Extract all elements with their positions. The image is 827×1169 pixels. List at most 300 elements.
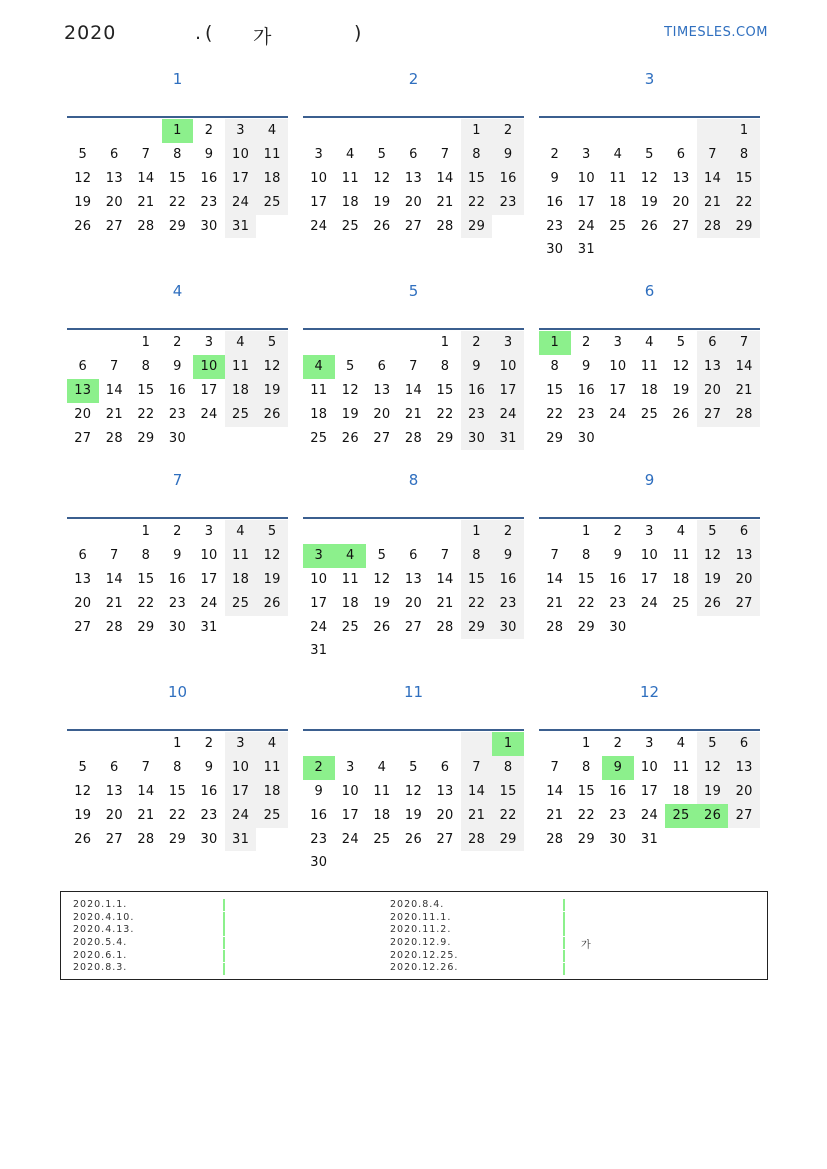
day-cell: 23: [310, 831, 328, 847]
day-cell: 24: [225, 804, 257, 828]
holiday-day-cell: 10: [193, 355, 225, 379]
day-cell: 23: [461, 403, 493, 427]
day-cell: 8: [461, 143, 493, 167]
day-cell: 27: [373, 430, 391, 446]
month-days: [67, 520, 288, 639]
empty-cell: [366, 119, 398, 143]
day-cell: 17: [225, 780, 257, 804]
empty-cell: [335, 331, 367, 355]
day-cell: 24: [200, 595, 218, 611]
day-cell: 1: [141, 335, 151, 350]
day-cell: 2: [492, 119, 524, 143]
day-cell: 17: [341, 807, 359, 823]
day-cell: 23: [168, 595, 187, 611]
day-cell: 11: [341, 571, 359, 587]
day-cell: 16: [168, 382, 187, 398]
legend-marker: [223, 924, 225, 936]
month-days: [67, 119, 288, 238]
day-cell: 12: [640, 170, 659, 186]
day-cell: 20: [105, 194, 123, 210]
empty-cell: [539, 732, 571, 756]
day-cell: 3: [225, 732, 257, 756]
day-cell: 25: [225, 403, 257, 427]
empty-cell: [303, 732, 335, 756]
day-cell: 9: [204, 146, 214, 162]
day-cell: 31: [200, 619, 218, 635]
day-cell: 7: [550, 547, 560, 563]
month-divider: [303, 517, 524, 519]
day-cell: 21: [105, 406, 123, 422]
day-cell: 9: [492, 544, 524, 568]
empty-cell: [366, 520, 398, 544]
day-cell: 5: [697, 520, 729, 544]
empty-cell: [634, 119, 666, 143]
day-cell: 30: [609, 619, 627, 635]
title-country: 가: [253, 26, 272, 48]
day-cell: 21: [436, 595, 454, 611]
day-cell: 23: [492, 191, 524, 215]
day-cell: 10: [225, 143, 257, 167]
brand-link[interactable]: TIMESLES.COM: [664, 25, 768, 40]
day-cell: 27: [728, 804, 760, 828]
day-cell: 18: [640, 382, 659, 398]
day-cell: 4: [256, 732, 288, 756]
day-cell: 12: [404, 783, 423, 799]
day-cell: 2: [582, 335, 591, 350]
day-cell: 20: [74, 406, 92, 422]
page-header: [64, 20, 768, 48]
day-cell: 26: [672, 406, 690, 422]
empty-cell: [602, 119, 634, 143]
day-cell: 13: [728, 756, 760, 780]
day-cell: 25: [225, 592, 257, 616]
day-cell: 28: [105, 619, 123, 635]
day-cell: 17: [225, 167, 257, 191]
day-cell: 11: [672, 547, 690, 563]
legend-date: 2020.12.9.: [390, 937, 452, 949]
day-cell: 11: [341, 170, 359, 186]
day-cell: 9: [492, 143, 524, 167]
day-cell: 10: [225, 756, 257, 780]
day-cell: 10: [310, 571, 328, 587]
day-cell: 17: [492, 379, 524, 403]
day-cell: 14: [404, 382, 423, 398]
day-cell: 11: [310, 382, 328, 398]
day-cell: 17: [640, 783, 659, 799]
holiday-day-cell: 4: [303, 355, 335, 379]
legend-marker: [563, 950, 565, 962]
day-cell: 10: [200, 547, 218, 563]
day-cell: 26: [404, 831, 423, 847]
day-cell: 17: [577, 194, 595, 210]
day-cell: 13: [436, 783, 454, 799]
empty-cell: [429, 520, 461, 544]
legend-marker: [563, 899, 565, 911]
day-cell: 17: [310, 595, 328, 611]
day-cell: 26: [373, 619, 391, 635]
day-cell: 29: [168, 831, 187, 847]
day-cell: 21: [137, 194, 155, 210]
legend-marker: [563, 937, 565, 949]
day-cell: 15: [436, 382, 454, 398]
day-cell: 10: [640, 547, 659, 563]
day-cell: 30: [310, 855, 328, 871]
day-cell: 12: [256, 544, 288, 568]
empty-cell: [398, 119, 430, 143]
day-cell: 12: [697, 756, 729, 780]
day-cell: 20: [105, 807, 123, 823]
day-cell: 29: [168, 218, 187, 234]
day-cell: 7: [409, 358, 418, 374]
day-cell: 10: [609, 358, 627, 374]
day-cell: 18: [341, 194, 359, 210]
day-cell: 28: [105, 430, 123, 446]
day-cell: 11: [640, 358, 659, 374]
day-cell: 30: [546, 242, 564, 258]
day-cell: 28: [436, 619, 454, 635]
legend-holiday-name: 가: [581, 940, 591, 952]
empty-cell: [335, 119, 367, 143]
day-cell: 21: [546, 807, 564, 823]
day-cell: 11: [225, 355, 257, 379]
day-cell: 9: [173, 358, 182, 374]
day-cell: 29: [577, 619, 595, 635]
day-cell: 29: [461, 215, 493, 239]
day-cell: 11: [672, 759, 690, 775]
day-cell: 31: [640, 831, 659, 847]
day-cell: 21: [404, 406, 423, 422]
day-cell: 5: [377, 146, 387, 162]
day-cell: 23: [200, 807, 218, 823]
day-cell: 7: [110, 358, 119, 374]
day-cell: 11: [256, 756, 288, 780]
day-cell: 31: [492, 427, 524, 451]
empty-cell: [697, 119, 729, 143]
day-cell: 6: [728, 732, 760, 756]
day-cell: 13: [74, 571, 92, 587]
empty-cell: [429, 119, 461, 143]
day-cell: 22: [577, 595, 595, 611]
day-cell: 22: [461, 592, 493, 616]
day-cell: 2: [173, 335, 182, 350]
day-cell: 7: [461, 756, 493, 780]
day-cell: 15: [461, 568, 493, 592]
day-cell: 14: [697, 167, 729, 191]
month-title: 12: [639, 683, 660, 701]
day-cell: 3: [492, 331, 524, 355]
day-cell: 15: [168, 783, 187, 799]
day-cell: 31: [577, 242, 595, 258]
day-cell: 3: [314, 146, 324, 162]
day-cell: 9: [550, 170, 560, 186]
day-cell: 1: [461, 520, 493, 544]
day-cell: 15: [577, 783, 595, 799]
day-cell: 30: [200, 831, 218, 847]
day-cell: 24: [577, 218, 595, 234]
day-cell: 27: [436, 831, 454, 847]
day-cell: 18: [225, 379, 257, 403]
empty-cell: [665, 119, 697, 143]
day-cell: 25: [310, 430, 328, 446]
day-cell: 18: [373, 807, 391, 823]
day-cell: 6: [377, 358, 387, 374]
day-cell: 19: [697, 780, 729, 804]
day-cell: 17: [640, 571, 659, 587]
day-cell: 27: [105, 218, 123, 234]
day-cell: 14: [461, 780, 493, 804]
day-cell: 20: [436, 807, 454, 823]
title-paren-open: (: [205, 22, 213, 44]
day-cell: 19: [640, 194, 659, 210]
day-cell: 5: [409, 759, 418, 775]
month-title: 5: [408, 282, 419, 300]
day-cell: 14: [546, 783, 564, 799]
day-cell: 5: [78, 146, 88, 162]
day-cell: 19: [404, 807, 423, 823]
empty-cell: [429, 732, 461, 756]
day-cell: 1: [141, 524, 151, 539]
day-cell: 15: [137, 571, 155, 587]
day-cell: 29: [492, 828, 524, 852]
day-cell: 28: [137, 831, 155, 847]
day-cell: 24: [310, 619, 328, 635]
legend-date: 2020.5.4.: [73, 937, 128, 949]
day-cell: 6: [697, 331, 729, 355]
day-cell: 8: [461, 544, 493, 568]
month-days: [539, 520, 760, 639]
day-cell: 7: [110, 547, 119, 563]
day-cell: 2: [204, 736, 214, 751]
day-cell: 2: [550, 146, 560, 162]
day-cell: 14: [137, 170, 155, 186]
day-cell: 7: [141, 146, 151, 162]
day-cell: 3: [613, 335, 623, 350]
day-cell: 7: [550, 759, 560, 775]
day-cell: 26: [256, 592, 288, 616]
day-cell: 10: [310, 170, 328, 186]
day-cell: 5: [377, 547, 387, 563]
day-cell: 18: [341, 595, 359, 611]
day-cell: 11: [256, 143, 288, 167]
day-cell: 17: [200, 571, 218, 587]
month-divider: [303, 729, 524, 731]
day-cell: 10: [640, 759, 659, 775]
day-cell: 4: [225, 520, 257, 544]
day-cell: 23: [200, 194, 218, 210]
day-cell: 1: [173, 736, 182, 751]
day-cell: 30: [168, 430, 187, 446]
day-cell: 21: [436, 194, 454, 210]
empty-cell: [539, 520, 571, 544]
day-cell: 21: [105, 595, 123, 611]
day-cell: 20: [373, 406, 391, 422]
empty-cell: [67, 119, 99, 143]
day-cell: 16: [577, 382, 595, 398]
day-cell: 25: [609, 218, 627, 234]
day-cell: 12: [697, 544, 729, 568]
day-cell: 7: [440, 146, 450, 162]
day-cell: 15: [461, 167, 493, 191]
day-cell: 23: [609, 807, 627, 823]
day-cell: 31: [225, 828, 257, 852]
day-cell: 29: [137, 619, 155, 635]
legend-column-right: [390, 899, 458, 975]
day-cell: 16: [200, 783, 218, 799]
day-cell: 24: [640, 807, 659, 823]
day-cell: 14: [137, 783, 155, 799]
day-cell: 20: [74, 595, 92, 611]
day-cell: 12: [256, 355, 288, 379]
legend-column-left: [73, 899, 134, 975]
month-title: 3: [644, 70, 655, 88]
legend-date: 2020.1.1.: [73, 899, 128, 910]
legend-marker: [223, 937, 225, 949]
day-cell: 6: [409, 146, 418, 162]
title-paren-close: ): [354, 22, 362, 44]
day-cell: 3: [204, 335, 214, 350]
month-divider: [539, 328, 760, 330]
day-cell: 13: [373, 382, 391, 398]
day-cell: 9: [582, 358, 591, 374]
month-divider: [67, 517, 288, 519]
holiday-day-cell: 1: [492, 732, 524, 756]
day-cell: 13: [728, 544, 760, 568]
day-cell: 4: [225, 331, 257, 355]
day-cell: 5: [697, 732, 729, 756]
holiday-day-cell: 13: [67, 379, 99, 403]
day-cell: 28: [728, 403, 760, 427]
day-cell: 9: [314, 783, 324, 799]
day-cell: 23: [492, 592, 524, 616]
month-title: 10: [167, 683, 188, 701]
day-cell: 29: [577, 831, 595, 847]
day-cell: 26: [640, 218, 659, 234]
day-cell: 1: [728, 119, 760, 143]
day-cell: 24: [200, 406, 218, 422]
day-cell: 22: [461, 191, 493, 215]
month-divider: [67, 328, 288, 330]
day-cell: 28: [697, 215, 729, 239]
legend-marker: [223, 899, 225, 911]
day-cell: 22: [168, 194, 187, 210]
day-cell: 6: [676, 146, 686, 162]
holiday-day-cell: 9: [602, 756, 634, 780]
empty-cell: [67, 331, 99, 355]
day-cell: 29: [461, 616, 493, 640]
day-cell: 6: [110, 146, 119, 162]
day-cell: 19: [256, 568, 288, 592]
day-cell: 11: [373, 783, 391, 799]
day-cell: 19: [697, 568, 729, 592]
day-cell: 8: [728, 143, 760, 167]
empty-cell: [398, 520, 430, 544]
day-cell: 28: [461, 828, 493, 852]
day-cell: 12: [373, 571, 391, 587]
day-cell: 21: [728, 379, 760, 403]
day-cell: 29: [728, 215, 760, 239]
day-cell: 14: [105, 571, 123, 587]
holiday-day-cell: 26: [697, 804, 729, 828]
day-cell: 4: [377, 759, 387, 775]
empty-cell: [335, 520, 367, 544]
empty-cell: [67, 732, 99, 756]
day-cell: 8: [582, 547, 591, 563]
day-cell: 30: [461, 427, 493, 451]
day-cell: 7: [697, 143, 729, 167]
day-cell: 25: [341, 218, 359, 234]
day-cell: 11: [225, 544, 257, 568]
day-cell: 15: [577, 571, 595, 587]
day-cell: 3: [204, 524, 214, 539]
day-cell: 9: [173, 547, 182, 563]
day-cell: 8: [173, 146, 182, 162]
day-cell: 20: [728, 780, 760, 804]
day-cell: 28: [436, 218, 454, 234]
day-cell: 5: [676, 335, 686, 350]
empty-cell: [130, 732, 162, 756]
day-cell: 29: [436, 430, 454, 446]
day-cell: 19: [74, 807, 92, 823]
day-cell: 22: [168, 807, 187, 823]
day-cell: 24: [310, 218, 328, 234]
day-cell: 26: [373, 218, 391, 234]
title-dot: .: [195, 22, 202, 44]
day-cell: 19: [672, 382, 690, 398]
legend-marker: [563, 924, 565, 936]
day-cell: 28: [404, 430, 423, 446]
day-cell: 9: [613, 547, 623, 563]
day-cell: 15: [137, 382, 155, 398]
day-cell: 27: [74, 619, 92, 635]
month-days: [303, 331, 524, 450]
day-cell: 16: [310, 807, 328, 823]
day-cell: 11: [609, 170, 627, 186]
day-cell: 25: [672, 595, 690, 611]
day-cell: 7: [728, 331, 760, 355]
day-cell: 22: [728, 191, 760, 215]
day-cell: 12: [74, 783, 92, 799]
month-title: 8: [408, 471, 419, 489]
day-cell: 28: [546, 619, 564, 635]
day-cell: 25: [640, 406, 659, 422]
empty-cell: [130, 119, 162, 143]
legend-date: 2020.11.2.: [390, 924, 452, 936]
day-cell: 13: [404, 571, 423, 587]
legend-date: 2020.8.3.: [73, 962, 128, 974]
day-cell: 24: [492, 403, 524, 427]
month-title: 6: [644, 282, 655, 300]
day-cell: 15: [728, 167, 760, 191]
day-cell: 17: [200, 382, 218, 398]
month-days: [539, 732, 760, 851]
day-cell: 1: [582, 524, 591, 539]
day-cell: 15: [546, 382, 564, 398]
day-cell: 22: [137, 595, 155, 611]
legend-date: 2020.12.25.: [390, 949, 459, 961]
day-cell: 23: [609, 595, 627, 611]
day-cell: 25: [256, 804, 288, 828]
day-cell: 25: [373, 831, 391, 847]
day-cell: 13: [404, 170, 423, 186]
day-cell: 21: [461, 804, 493, 828]
day-cell: 6: [728, 520, 760, 544]
day-cell: 27: [697, 403, 729, 427]
day-cell: 27: [728, 592, 760, 616]
month-divider: [539, 729, 760, 731]
day-cell: 8: [582, 759, 591, 775]
day-cell: 29: [137, 430, 155, 446]
day-cell: 1: [440, 335, 450, 350]
